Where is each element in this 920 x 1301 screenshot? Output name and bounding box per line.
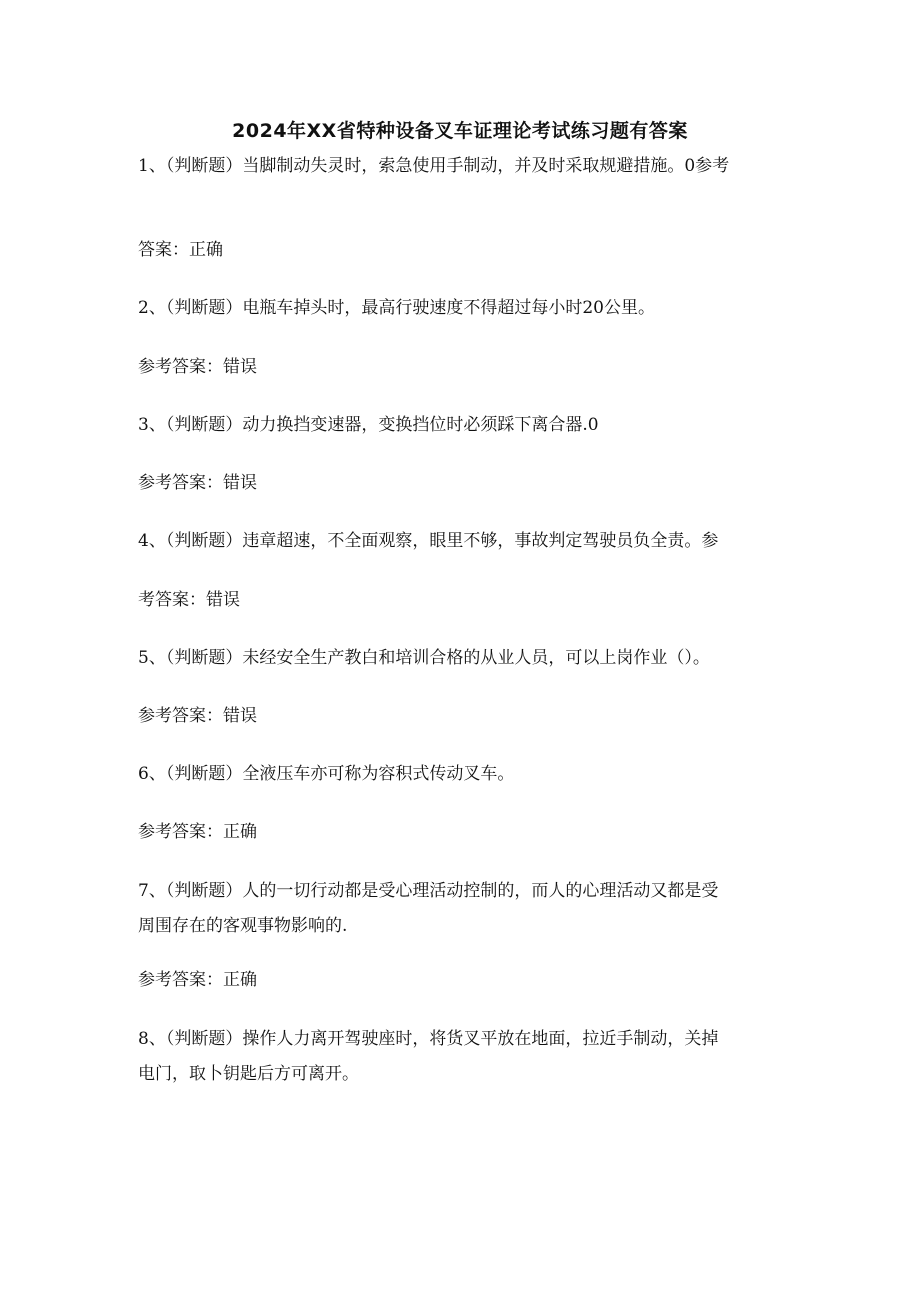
question-1-text: 1、（判断题）当脚制动失灵时，索急使用手制动，并及时采取规避措施。0参考: [138, 156, 730, 176]
question-8-text-continued: 电门，取卜钥匙后方可离开。: [138, 1064, 359, 1084]
question-2-text: 2、（判断题）电瓶车掉头时，最高行驶速度不得超过每小时20公里。: [138, 298, 655, 318]
document-title: 2024年XX省特种设备叉车证理论考试练习题有答案: [232, 120, 688, 142]
question-7-text: 7、（判断题）人的一切行动都是受心理活动控制的，而人的心理活动又都是受: [138, 881, 719, 901]
question-3-text: 3、（判断题）动力换挡变速器，变换挡位时必须踩下离合器.0: [138, 415, 599, 435]
answer-7-text: 参考答案：正确: [138, 970, 257, 990]
answer-4-text: 考答案：错误: [138, 590, 240, 610]
question-6-text: 6、（判断题）全液压车亦可称为容积式传动叉车。: [138, 764, 515, 784]
question-4-text: 4、（判断题）违章超速，不全面观察，眼里不够，事故判定驾驶员负全责。参: [138, 531, 719, 551]
answer-1-text: 答案：正确: [138, 240, 223, 260]
answer-5-text: 参考答案：错误: [138, 706, 257, 726]
question-8-text: 8、（判断题）操作人力离开驾驶座时，将货叉平放在地面，拉近手制动，关掉: [138, 1029, 719, 1049]
question-5-text: 5、（判断题）未经安全生产教白和培训合格的从业人员，可以上岗作业（）。: [138, 648, 710, 668]
answer-3-text: 参考答案：错误: [138, 473, 257, 493]
question-7-text-continued: 周围存在的客观事物影响的.: [138, 916, 348, 936]
answer-6-text: 参考答案：正确: [138, 822, 257, 842]
answer-2-text: 参考答案：错误: [138, 357, 257, 377]
